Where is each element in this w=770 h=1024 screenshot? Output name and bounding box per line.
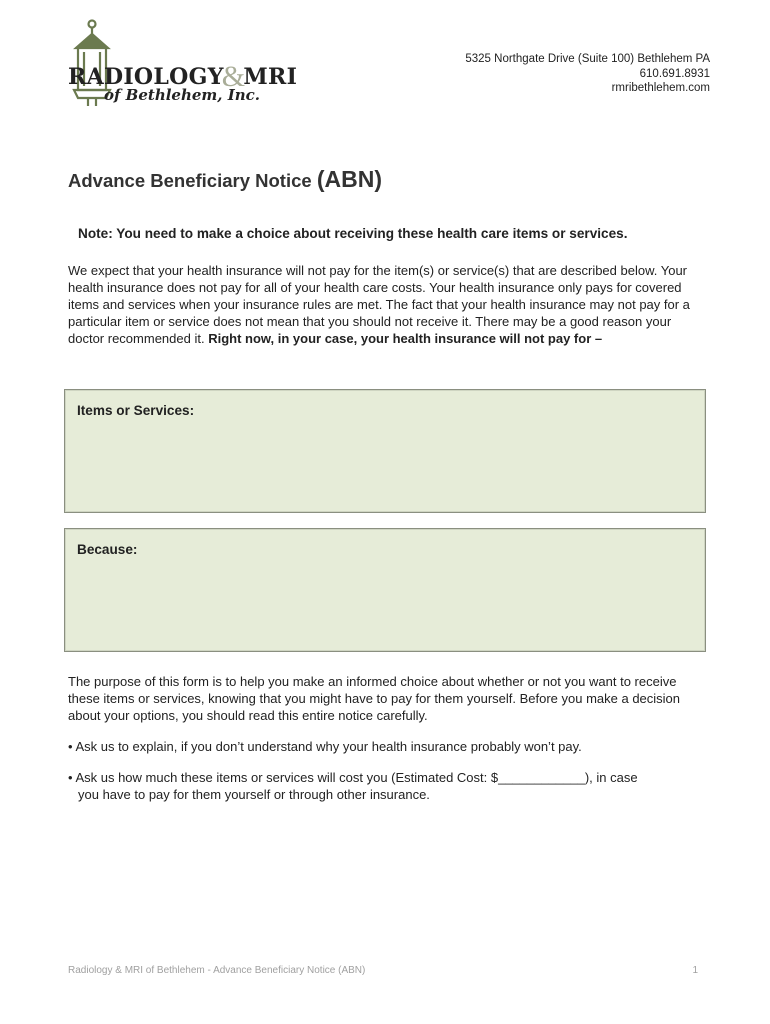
- title-main: Advance Beneficiary Notice: [68, 170, 317, 191]
- address-phone: 610.691.8931: [639, 67, 710, 80]
- address-website: rmribethlehem.com: [611, 82, 710, 94]
- because-box[interactable]: [64, 528, 706, 652]
- bullet-explain: • Ask us to explain, if you don’t understand why your health insurance probably won’t pay.: [68, 739, 582, 754]
- company-logo: [62, 18, 312, 108]
- logo-ampersand: &: [221, 60, 246, 93]
- page-number: 1: [692, 965, 698, 976]
- page-title: [68, 166, 382, 193]
- intro-paragraph: [68, 262, 708, 347]
- logo-word-mri: MRI: [243, 64, 298, 90]
- intro-text: We expect that your health insurance will not pay for the item(s) or service(s) that are described below. Your health insurance does not pay for all of your health care costs. Your health insurance only pays for covered items and services when your insurance rules are met. The fact that your health insurance may not pay for a particular item or service does not mean that you should not receive it. There may be a good reason your doctor recommended it.: [68, 263, 690, 346]
- bullet-cost: [68, 769, 708, 803]
- choice-note: Note: You need to make a choice about receiving these health care items or services.: [78, 226, 628, 241]
- because-label: Because:: [77, 542, 138, 557]
- purpose-paragraph: The purpose of this form is to help you make an informed choice about whether or not you want to receive these items or services, knowing that you might have to pay for them yourself. Before you make a decision about your options, you should read this entire notice carefully.: [68, 674, 681, 723]
- items-services-box[interactable]: [64, 389, 706, 513]
- footer-text: Radiology & MRI of Bethlehem - Advance Beneficiary Notice (ABN): [68, 965, 366, 976]
- items-services-label: Items or Services:: [77, 403, 195, 418]
- bullet-cost-line1: • Ask us how much these items or services will cost you (Estimated Cost: $____________), in case: [68, 770, 638, 785]
- title-abbr: (ABN): [316, 166, 382, 192]
- logo-subtitle: of Bethlehem, Inc.: [104, 86, 261, 104]
- address-street: 5325 Northgate Drive (Suite 100) Bethlehem PA: [465, 53, 710, 65]
- bullet-cost-line2: you have to pay for them yourself or through other insurance.: [78, 787, 430, 802]
- intro-bold-text: Right now, in your case, your health insurance will not pay for –: [208, 331, 603, 346]
- contact-address: [465, 52, 710, 96]
- logo-word-radiology: RADIOLOGY: [68, 64, 224, 90]
